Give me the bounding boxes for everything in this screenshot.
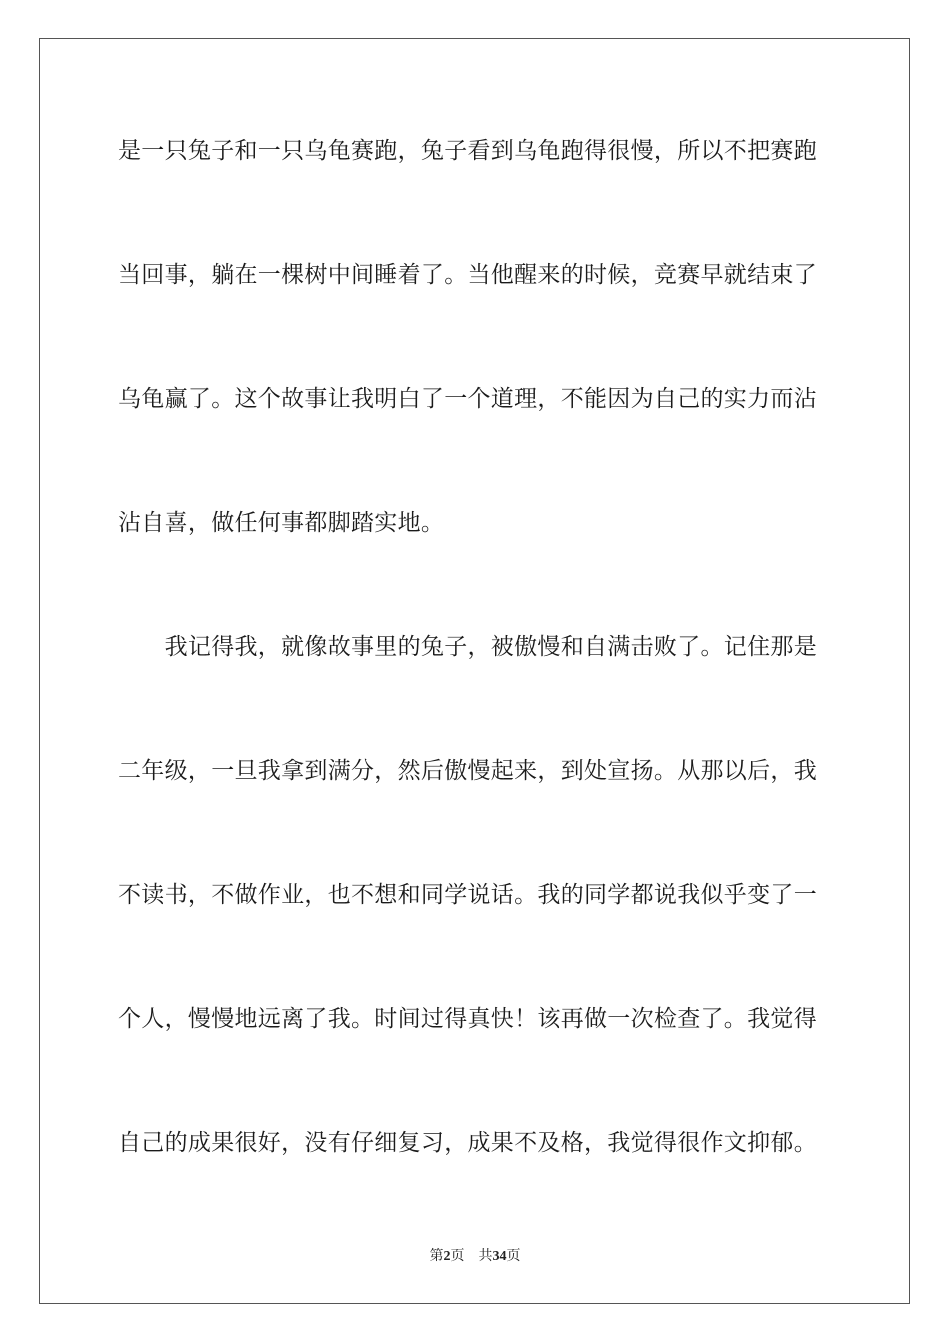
body-line-8: 个人，慢慢地远离了我。时间过得真快！该再做一次检查了。我觉得	[118, 1006, 817, 1032]
body-line-6: 二年级，一旦我拿到满分，然后傲慢起来，到处宣扬。从那以后，我	[118, 758, 817, 784]
body-line-5: 我记得我，就像故事里的兔子，被傲慢和自满击败了。记住那是	[118, 634, 817, 660]
page-number: 2	[443, 1249, 451, 1264]
body-line-7: 不读书，不做作业，也不想和同学说话。我的同学都说我似乎变了一	[118, 882, 817, 908]
page-border	[39, 38, 910, 1304]
body-line-1: 是一只兔子和一只乌龟赛跑，兔子看到乌龟跑得很慢，所以不把赛跑	[118, 138, 817, 164]
total-prefix: 共	[478, 1248, 493, 1264]
page-suffix: 页	[450, 1248, 465, 1264]
body-line-9: 自己的成果很好，没有仔细复习，成果不及格，我觉得很作文抑郁。	[118, 1130, 817, 1156]
body-line-4: 沾自喜，做任何事都脚踏实地。	[118, 510, 445, 536]
total-pages: 34	[492, 1249, 507, 1264]
body-line-3: 乌龟赢了。这个故事让我明白了一个道理，不能因为自己的实力而沾	[118, 386, 817, 412]
page-prefix: 第	[429, 1248, 444, 1264]
body-line-2: 当回事，躺在一棵树中间睡着了。当他醒来的时候，竞赛早就结束了	[118, 262, 817, 288]
total-suffix: 页	[506, 1248, 521, 1264]
page-footer	[0, 1247, 950, 1266]
